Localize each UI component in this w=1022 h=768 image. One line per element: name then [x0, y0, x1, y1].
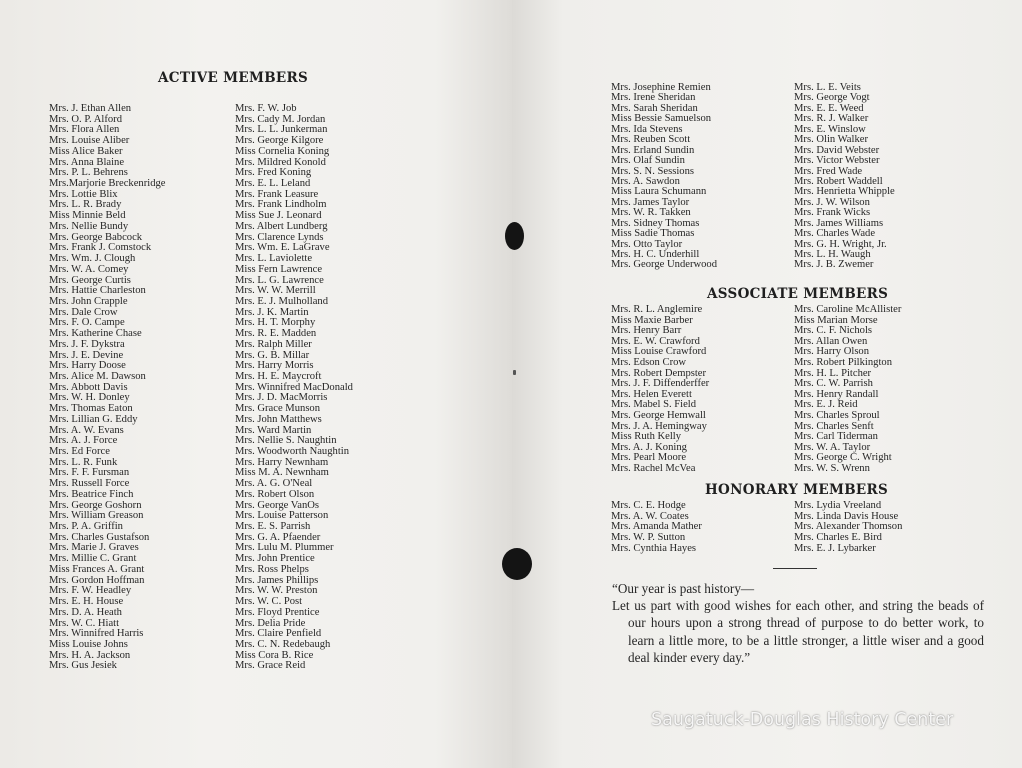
member-name: Mrs. Robert Pilkington — [794, 356, 892, 368]
paper-speck — [513, 370, 516, 375]
section-divider — [773, 568, 817, 569]
member-name: Mrs. Ed Force — [49, 446, 110, 457]
member-name: Mrs. L. R. Brady — [49, 199, 122, 211]
binding-hole-top — [505, 222, 524, 250]
member-name: Mrs. J. B. Zwemer — [794, 259, 874, 271]
member-name: Mrs. Olin Walker — [794, 134, 868, 146]
member-name: Mrs. J. W. Wilson — [794, 196, 870, 208]
member-name: Mrs. Louise Patterson — [235, 510, 329, 522]
member-name: Mrs. Alice M. Dawson — [49, 370, 146, 382]
member-name: Mrs. Harry Olson — [794, 346, 870, 358]
member-name: Mrs. Robert Waddell — [794, 175, 883, 187]
member-name: Miss Sue J. Leonard — [235, 210, 322, 222]
member-name: Mrs. David Webster — [794, 144, 880, 156]
member-name: Mrs. Millie C. Grant — [49, 553, 137, 565]
member-name: Mrs. F. W. Job — [235, 103, 297, 114]
member-name: Mrs. L. H. Waugh — [794, 249, 871, 260]
member-name: Mrs. Flora Allen — [49, 124, 120, 136]
member-name: Mrs. Fred Wade — [794, 165, 863, 177]
member-name: Mrs. Wm. E. LaGrave — [235, 242, 330, 254]
member-name: Mrs. J. F. Dykstra — [49, 338, 125, 350]
member-name: Mrs. L. Laviolette — [235, 253, 313, 265]
active-members-continued-column-2 — [794, 83, 895, 271]
member-name: Mrs. A. J. Koning — [611, 441, 687, 453]
binding-hole-bottom — [502, 548, 532, 580]
member-name: Mrs. J. K. Martin — [235, 306, 309, 318]
member-name: Mrs. Winnifred MacDonald — [235, 381, 353, 393]
member-name: Mrs. Pearl Moore — [611, 452, 687, 464]
member-name: Mrs. Cynthia Hayes — [611, 542, 697, 554]
member-name: Mrs. George Vogt — [794, 92, 870, 104]
member-name: Mrs. Frank Lindholm — [235, 199, 327, 211]
associate-members-column-1 — [611, 305, 709, 475]
member-name: Mrs. W. H. Donley — [49, 392, 130, 404]
member-name: Miss Cora B. Rice — [235, 649, 314, 661]
member-name: Mrs. Charles Senft — [794, 420, 874, 432]
member-name: Mrs. R. E. Madden — [235, 328, 317, 340]
member-name: Mrs. Delia Pride — [235, 617, 306, 629]
member-name: Mrs. Lillian G. Eddy — [49, 413, 138, 425]
member-name: Mrs. John Prentice — [235, 553, 315, 565]
member-name: Miss Ruth Kelly — [611, 431, 682, 443]
quote-body: Let us part with good wishes for each other, and string the beads of our hours upon a strong thread of purpose to do better work, to learn a little more, to be a little stronger, a little wiser and a good deal kinder every day.” — [612, 598, 984, 665]
member-name: Mrs. W. S. Wrenn — [794, 462, 870, 474]
member-name: Mrs. Harry Newnham — [235, 456, 329, 468]
member-name: Mrs. J. D. MacMorris — [235, 392, 328, 404]
member-name: Mrs. H. L. Pitcher — [794, 367, 872, 379]
member-name: Mrs. Charles Sproul — [794, 409, 880, 421]
member-name: Mrs. Robert Dempster — [611, 367, 707, 379]
member-name: Miss M. A. Newnham — [235, 467, 329, 479]
member-name: Mrs. Reuben Scott — [611, 134, 691, 146]
member-name: Mrs. W. P. Sutton — [611, 532, 686, 544]
member-name: Mrs. Clarence Lynds — [235, 231, 324, 243]
member-name: Mrs. Sarah Sheridan — [611, 102, 698, 114]
member-name: Mrs. L. G. Lawrence — [235, 274, 324, 286]
member-name: Mrs. W. C. Hiatt — [49, 617, 120, 629]
member-name: Mrs. G. A. Pfaender — [235, 531, 321, 543]
watermark: Saugatuck-Douglas History Center — [651, 710, 954, 730]
member-name: Mrs. Dale Crow — [49, 306, 118, 318]
member-name: Mrs. A. W. Evans — [49, 424, 124, 436]
member-name: Mrs. S. N. Sessions — [611, 165, 695, 177]
member-name: Mrs. Marie J. Graves — [49, 542, 139, 554]
member-name: Mrs. George VanOs — [235, 499, 320, 511]
member-name: Miss Louise Crawford — [611, 346, 707, 358]
member-name: Mrs. Henrietta Whipple — [794, 186, 895, 198]
member-name: Mrs. E. J. Lybarker — [794, 542, 876, 554]
member-name: Mrs. L. E. Veits — [794, 82, 861, 93]
member-name: Mrs. George Underwood — [611, 259, 718, 271]
honorary-members-column-2 — [794, 501, 902, 554]
member-name: Mrs. C. E. Hodge — [611, 500, 686, 511]
member-name: Mrs. Ross Phelps — [235, 563, 309, 575]
member-name: Mrs. Olaf Sundin — [611, 155, 685, 167]
member-name: Mrs. O. P. Alford — [49, 113, 122, 125]
member-name: Mrs. H. E. Maycroft — [235, 370, 322, 382]
member-name: Mrs. Nellie Bundy — [49, 220, 129, 232]
member-name: Mrs. H. T. Morphy — [235, 317, 316, 329]
member-name: Mrs. A. Sawdon — [611, 175, 680, 187]
active-members-continued-column-1 — [611, 83, 717, 271]
member-name: Mrs. R. J. Walker — [794, 113, 869, 125]
member-name: Mrs. James Williams — [794, 217, 884, 229]
member-name: Mrs. J. Ethan Allen — [49, 103, 132, 114]
member-name: Mrs. Claire Penfield — [235, 628, 322, 640]
member-name: Mrs. Gordon Hoffman — [49, 574, 145, 586]
member-name: Mrs. James Taylor — [611, 196, 690, 208]
member-name: Mrs. George Hemwall — [611, 409, 706, 421]
member-name: Mrs. Fred Koning — [235, 167, 312, 179]
member-name: Mrs. Henry Barr — [611, 325, 682, 337]
member-name: Mrs. George C. Wright — [794, 452, 892, 464]
member-name: Mrs. L. L. Junkerman — [235, 124, 328, 136]
member-name: Mrs. Irene Sheridan — [611, 92, 696, 104]
member-name: Mrs. F. O. Campe — [49, 317, 125, 329]
member-name: Mrs. Grace Reid — [235, 660, 306, 672]
member-name: Miss Laura Schumann — [611, 186, 707, 198]
member-name: Mrs. Frank J. Comstock — [49, 242, 152, 254]
member-name: Mrs. Russell Force — [49, 478, 130, 490]
member-name: Mrs. R. L. Anglemire — [611, 304, 703, 315]
member-name: Mrs. Caroline McAllister — [794, 304, 902, 315]
member-name: Mrs. Anna Blaine — [49, 156, 125, 168]
member-name: Mrs. J. A. Hemingway — [611, 420, 707, 432]
member-name: Mrs. E. H. House — [49, 596, 124, 608]
active-members-column-1 — [49, 104, 166, 672]
member-name: Mrs. A. G. O'Neal — [235, 478, 313, 490]
member-name: Mrs. Otto Taylor — [611, 238, 683, 250]
member-name: Mrs. Winnifred Harris — [49, 628, 144, 640]
member-name: Mrs. Wm. J. Clough — [49, 253, 136, 265]
member-name: Mrs. L. R. Funk — [49, 456, 118, 468]
member-name: Miss Sadie Thomas — [611, 228, 695, 240]
member-name: Mrs. G. B. Millar — [235, 349, 310, 361]
member-name: Mrs. Lydia Vreeland — [794, 500, 882, 511]
member-name: Mrs. Rachel McVea — [611, 462, 696, 474]
member-name: Mrs. W. W. Merrill — [235, 285, 316, 297]
member-name: Mrs. J. E. Devine — [49, 349, 124, 361]
active-members-column-2 — [235, 104, 353, 672]
member-name: Mrs. H. C. Underhill — [611, 249, 700, 260]
member-name: Mrs. Ward Martin — [235, 424, 312, 436]
member-name: Mrs. Frank Wicks — [794, 207, 871, 219]
member-name: Mrs. E. Winslow — [794, 123, 866, 135]
quote-first-line: “Our year is past history— — [612, 581, 755, 596]
member-name: Mrs. William Greason — [49, 510, 144, 522]
member-name: Mrs. F. F. Fursman — [49, 467, 130, 479]
member-name: Mrs. C. F. Nichols — [794, 325, 873, 337]
member-name: Mrs. Edson Crow — [611, 356, 687, 368]
member-name: Mrs. Linda Davis House — [794, 510, 899, 522]
closing-quote — [612, 580, 984, 666]
member-name: Mrs. Floyd Prentice — [235, 606, 320, 618]
member-name: Mrs. Cady M. Jordan — [235, 113, 326, 125]
member-name: Mrs. Charles Wade — [794, 228, 876, 240]
member-name: Mrs. E. W. Crawford — [611, 335, 700, 347]
member-name: Mrs. Carl Tiderman — [794, 431, 878, 443]
member-name: Mrs. George Kilgore — [235, 135, 324, 147]
member-name: Mrs. Josephine Remien — [611, 82, 711, 93]
member-name: Mrs. Allan Owen — [794, 335, 868, 347]
member-name: Mrs. W. W. Preston — [235, 585, 318, 597]
member-name: Mrs. E. L. Leland — [235, 178, 311, 190]
member-name: Mrs. Charles E. Bird — [794, 532, 882, 544]
member-name: Mrs. J. F. Diffenderffer — [611, 378, 710, 390]
member-name: Mrs. P. L. Behrens — [49, 167, 128, 179]
member-name: Mrs. Abbott Davis — [49, 381, 128, 393]
member-name: Mrs. Helen Everett — [611, 388, 692, 400]
member-name: Mrs. Alexander Thomson — [794, 521, 903, 533]
member-name: Mrs. C. N. Redebaugh — [235, 638, 331, 650]
member-name: Mrs. A. J. Force — [49, 435, 118, 447]
member-name: Mrs. Louise Aliber — [49, 135, 130, 147]
member-name: Mrs. P. A. Griffin — [49, 521, 123, 533]
member-name: Mrs. Sidney Thomas — [611, 217, 700, 229]
member-name: Mrs. Amanda Mather — [611, 521, 702, 533]
member-name: Mrs. John Crapple — [49, 295, 128, 307]
honorary-members-column-1 — [611, 501, 702, 554]
member-name: Miss Bessie Samuelson — [611, 113, 712, 125]
member-name: Mrs. W. R. Takken — [611, 207, 691, 219]
member-name: Mrs. E. J. Reid — [794, 399, 858, 411]
associate-members-column-2 — [794, 305, 901, 475]
member-name: Mrs. W. A. Taylor — [794, 441, 871, 453]
member-name: Mrs. W. A. Comey — [49, 263, 129, 275]
member-name: Mrs. H. A. Jackson — [49, 649, 131, 661]
member-name: Mrs. Ralph Miller — [235, 338, 312, 350]
member-name: Mrs. Robert Olson — [235, 488, 315, 500]
member-name: Miss Maxie Barber — [611, 314, 693, 326]
member-name: Mrs. W. C. Post — [235, 596, 303, 608]
member-name: Mrs. Ida Stevens — [611, 123, 683, 135]
member-name: Mrs. Nellie S. Naughtin — [235, 435, 337, 447]
member-name: Mrs. Hattie Charleston — [49, 285, 146, 297]
member-name: Mrs. Albert Lundberg — [235, 220, 328, 232]
member-name: Mrs. Lottie Blix — [49, 188, 118, 200]
member-name: Mrs. Gus Jesiek — [49, 660, 117, 672]
member-name: Mrs. Henry Randall — [794, 388, 879, 400]
member-name: Mrs. George Babcock — [49, 231, 143, 243]
member-name: Mrs. Katherine Chase — [49, 328, 142, 340]
member-name: Mrs. Woodworth Naughtin — [235, 446, 350, 457]
member-name: Miss Marian Morse — [794, 314, 878, 326]
member-name: Mrs. Erland Sundin — [611, 144, 695, 156]
member-name: Mrs. Harry Doose — [49, 360, 126, 372]
member-name: Miss Louise Johns — [49, 638, 128, 650]
member-name: Mrs. Victor Webster — [794, 155, 880, 167]
member-name: Mrs. D. A. Heath — [49, 606, 122, 618]
member-name: Miss Minnie Beld — [49, 210, 126, 222]
member-name: Mrs. Lulu M. Plummer — [235, 542, 334, 554]
member-name: Mrs. James Phillips — [235, 574, 319, 586]
member-name: Mrs. Charles Gustafson — [49, 531, 150, 543]
member-name: Mrs. C. W. Parrish — [794, 378, 873, 390]
member-name: Mrs. E. E. Weed — [794, 102, 864, 114]
honorary-members-heading: HONORARY MEMBERS — [705, 482, 889, 498]
member-name: Mrs. F. W. Headley — [49, 585, 132, 597]
member-name: Mrs. Mabel S. Field — [611, 399, 697, 411]
member-name: Mrs. John Matthews — [235, 413, 322, 425]
member-name: Mrs. Thomas Eaton — [49, 403, 133, 415]
member-name: Miss Alice Baker — [49, 145, 123, 157]
member-name: Mrs. E. S. Parrish — [235, 521, 311, 533]
member-name: Mrs.Marjorie Breckenridge — [49, 178, 166, 190]
member-name: Miss Frances A. Grant — [49, 563, 145, 575]
member-name: Mrs. Mildred Konold — [235, 156, 326, 168]
member-name: Miss Cornelia Koning — [235, 145, 330, 157]
member-name: Mrs. George Goshorn — [49, 499, 142, 511]
member-name: Mrs. George Curtis — [49, 274, 131, 286]
member-name: Mrs. Harry Morris — [235, 360, 314, 372]
associate-members-heading: ASSOCIATE MEMBERS — [707, 286, 889, 302]
member-name: Mrs. Beatrice Finch — [49, 488, 134, 500]
member-name: Mrs. Grace Munson — [235, 403, 321, 415]
member-name: Mrs. E. J. Mulholland — [235, 295, 328, 307]
active-members-heading: ACTIVE MEMBERS — [158, 70, 309, 86]
member-name: Miss Fern Lawrence — [235, 263, 323, 275]
member-name: Mrs. Frank Leasure — [235, 188, 319, 200]
member-name: Mrs. G. H. Wright, Jr. — [794, 238, 887, 250]
member-name: Mrs. A. W. Coates — [611, 510, 689, 522]
